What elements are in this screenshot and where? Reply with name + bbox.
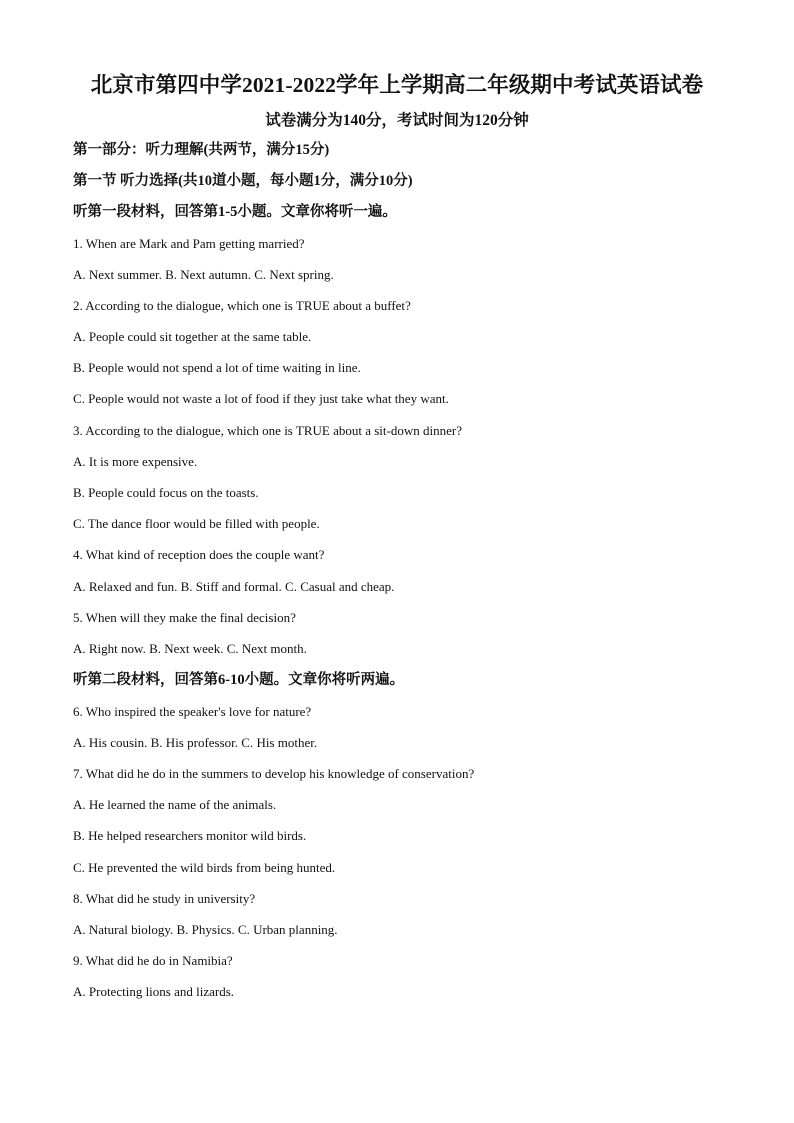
question-line: C. People would not waste a lot of food if they just take what they want. (73, 391, 449, 406)
section-heading: 第一节 听力选择(共10道小题，每小题1分，满分10分) (73, 173, 413, 189)
question-line: 7. What did he do in the summers to develop his knowledge of conservation? (73, 766, 475, 781)
question-line: A. People could sit together at the same table. (73, 329, 312, 344)
question-line: A. Right now. B. Next week. C. Next month. (73, 641, 307, 656)
question-line: 6. Who inspired the speaker's love for nature? (73, 704, 312, 719)
section-heading: 听第二段材料，回答第6-10小题。文章你将听两遍。 (73, 672, 405, 688)
question-line: B. He helped researchers monitor wild birds. (73, 828, 307, 843)
question-line: A. Natural biology. B. Physics. C. Urban planning. (73, 922, 338, 937)
question-line: A. His cousin. B. His professor. C. His mother. (73, 735, 318, 750)
question-line: 3. According to the dialogue, which one is TRUE about a sit-down dinner? (73, 423, 462, 438)
question-line: 2. According to the dialogue, which one is TRUE about a buffet? (73, 298, 411, 313)
question-line: A. Protecting lions and lizards. (73, 984, 235, 999)
question-line: 4. What kind of reception does the couple want? (73, 547, 325, 562)
section-heading: 听第一段材料，回答第1-5小题。文章你将听一遍。 (73, 204, 397, 220)
question-line: 5. When will they make the final decision? (73, 610, 296, 625)
question-line: A. It is more expensive. (73, 454, 198, 469)
question-line: 9. What did he do in Namibia? (73, 953, 233, 968)
question-line: A. He learned the name of the animals. (73, 797, 277, 812)
exam-info: 试卷满分为140分，考试时间为120分钟 (265, 112, 529, 129)
question-line: 8. What did he study in university? (73, 891, 256, 906)
page-title: 北京市第四中学2021-2022学年上学期高二年级期中考试英语试卷 (90, 73, 704, 97)
question-line: C. He prevented the wild birds from being hunted. (73, 860, 336, 875)
question-line: B. People would not spend a lot of time waiting in line. (73, 360, 361, 375)
question-line: B. People could focus on the toasts. (73, 485, 259, 500)
question-line: A. Relaxed and fun. B. Stiff and formal. C. Casual and cheap. (73, 579, 395, 594)
question-line: A. Next summer. B. Next autumn. C. Next spring. (73, 267, 334, 282)
section-heading: 第一部分：听力理解(共两节，满分15分) (73, 142, 330, 158)
question-line: 1. When are Mark and Pam getting married? (73, 236, 305, 251)
question-line: C. The dance floor would be filled with people. (73, 516, 320, 531)
